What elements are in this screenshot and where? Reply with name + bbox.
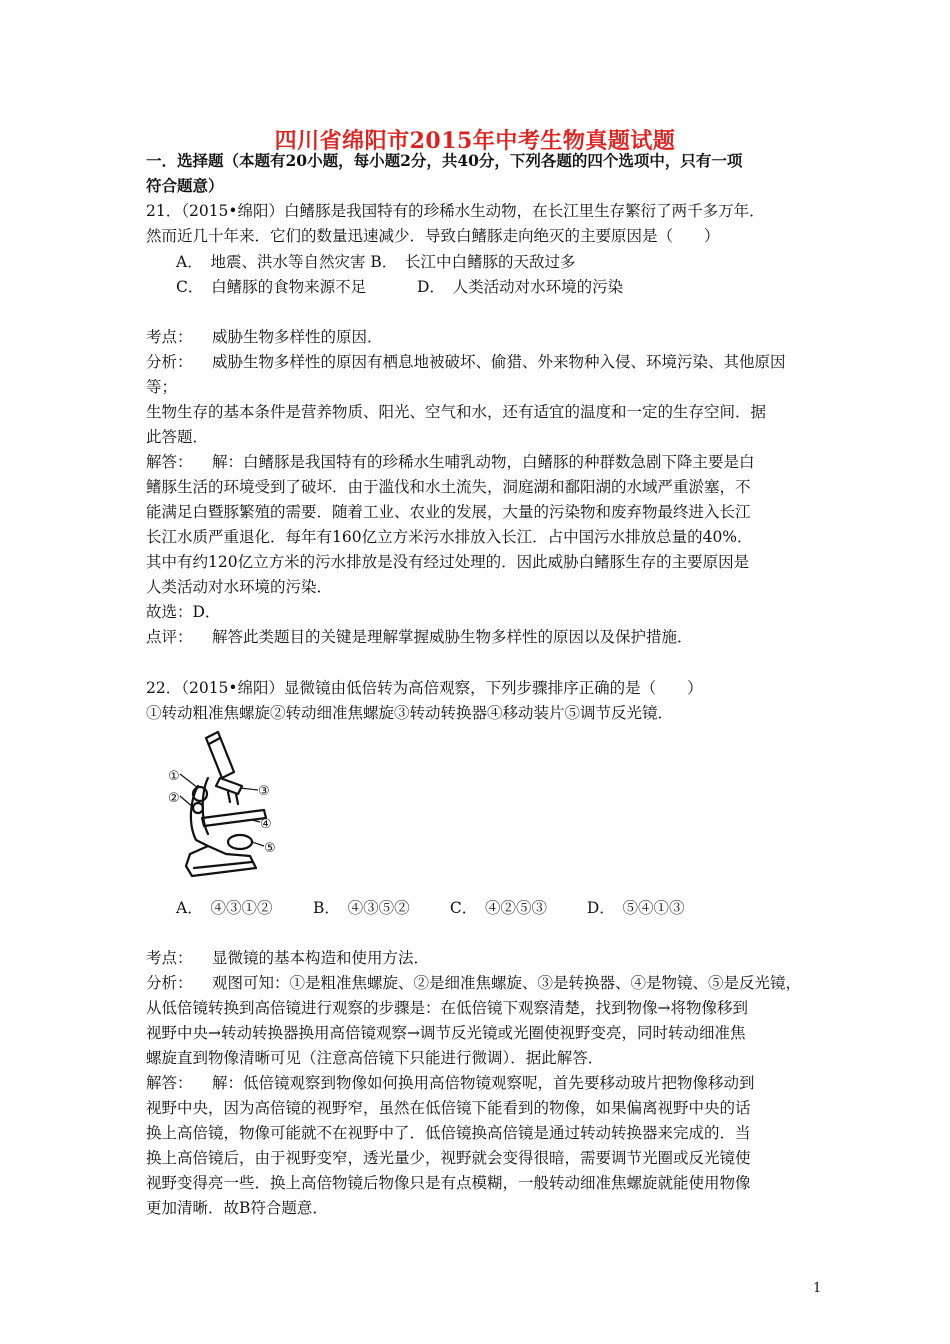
q21-fenxi-3: 生物生存的基本条件是营养物质、阳光、空气和水，还有适宜的温度和一定的生存空间．据 bbox=[146, 403, 767, 421]
q21-stem: 21．（2015•绵阳）白鳍豚是我国特有的珍稀水生动物，在长江里生存繁衍了两千多万年． bbox=[146, 202, 765, 220]
microscope-figure bbox=[168, 728, 278, 884]
fine-knob bbox=[193, 803, 203, 813]
q21-dianping bbox=[146, 627, 693, 647]
q21-jieda-text: 解：白鳍豚是我国特有的珍稀水生哺乳动物，白鳍豚的种群数急剧下降主要是白 bbox=[212, 453, 755, 471]
q21-fenxi bbox=[146, 352, 786, 372]
microscope-mirror bbox=[228, 835, 252, 849]
q22-fenxi-2: 从低倍镜转换到高倍镜进行观察的步骤是：在低倍镜下观察清楚，找到物像→将物像移到 bbox=[146, 999, 748, 1017]
q21-jieda-label: 解答： bbox=[146, 453, 193, 471]
q21-kaodian bbox=[146, 327, 383, 347]
q21-kaodian-text: 威胁生物多样性的原因． bbox=[212, 328, 383, 346]
q22-option-c: C． ④②⑤③ bbox=[449, 899, 547, 917]
q22-kaodian bbox=[146, 948, 429, 968]
q21-fenxi-label: 分析： bbox=[146, 353, 193, 371]
q21-fenxi-text: 威胁生物多样性的原因有栖息地被破坏、偷猎、外来物种入侵、环境污染、其他原因 bbox=[212, 353, 786, 371]
q22-fenxi-4: 螺旋直到物像清晰可见（注意高倍镜下只能进行微调）．据此解答． bbox=[146, 1049, 604, 1067]
page-title: 四川省绵阳市2015年中考生物真题试题 bbox=[274, 128, 676, 154]
q22-options bbox=[176, 898, 685, 918]
q21-stem-cont: 然而近几十年来．它们的数量迅速减少．导致白鳍豚走向绝灭的主要原因是（ ） bbox=[146, 227, 720, 245]
q22-fenxi-text: 观图可知：①是粗准焦螺旋、②是细准焦螺旋、③是转换器、④是物镜、⑤是反光镜， bbox=[212, 974, 802, 992]
q22-fenxi-3: 视野中央→转动转换器换用高倍镜观察→调节反光镜或光圈使视野变亮，同时转动细准焦 bbox=[146, 1024, 746, 1042]
q22-jieda-6: 更加清晰．故B符合题意． bbox=[146, 1199, 328, 1217]
q21-jieda-3: 能满足白暨豚繁殖的需要．随着工业、农业的发展，大量的污染物和废弃物最终进入长江 bbox=[146, 503, 751, 521]
q22-jieda-2: 视野中央，因为高倍镜的视野窄，虽然在低倍镜下能看到的物像，如果偏离视野中央的话 bbox=[146, 1099, 751, 1117]
q22-kaodian-label: 考点： bbox=[146, 949, 193, 967]
q21-kaodian-label: 考点： bbox=[146, 328, 193, 346]
q21-dianping-label: 点评： bbox=[146, 628, 193, 646]
q22-stem: 22．（2015•绵阳）显微镜由低倍转为高倍观察，下列步骤排序正确的是（ ） bbox=[146, 679, 703, 697]
q22-option-b: B． ④③⑤② bbox=[312, 899, 410, 917]
q21-option-a: A． 地震、洪水等自然灾害 bbox=[176, 253, 366, 271]
q22-stem-cont: ①转动粗准焦螺旋②转动细准焦螺旋③转动转换器④移动装片⑤调节反光镜． bbox=[146, 704, 674, 722]
q21-fenxi-4: 此答题． bbox=[146, 428, 209, 446]
q21-fenxi-2: 等； bbox=[146, 378, 178, 396]
q22-jieda-5: 视野变得亮一些．换上高倍物镜后物像只是有点模糊，一般转动细准焦螺旋就能使用物像 bbox=[146, 1174, 751, 1192]
q22-fenxi-label: 分析： bbox=[146, 974, 193, 992]
figure-label-4: ④ bbox=[260, 817, 272, 832]
q21-jieda-5: 其中有约120亿立方米的污水排放是没有经过处理的．因此威胁白鳍豚生存的主要原因是 bbox=[146, 553, 750, 571]
section-heading-cont: 符合题意） bbox=[146, 176, 224, 195]
q21-jieda-2: 鳍豚生活的环境受到了破坏．由于滥伐和水土流失，洞庭湖和鄱阳湖的水域严重淤塞，不 bbox=[146, 478, 751, 496]
q21-options-row2 bbox=[176, 277, 623, 297]
figure-label-2: ② bbox=[168, 791, 180, 806]
q22-jieda-3: 换上高倍镜，物像可能就不在视野中了．低倍镜换高倍镜是通过转动转换器来完成的．当 bbox=[146, 1124, 751, 1142]
figure-label-1: ① bbox=[168, 769, 180, 784]
q22-jieda bbox=[146, 1073, 755, 1093]
q21-jieda-4: 长江水质严重退化．每年有160亿立方米污水排放入长江．占中国污水排放总量的40%． bbox=[146, 528, 753, 546]
figure-label-5: ⑤ bbox=[264, 841, 276, 856]
q22-kaodian-text: 显微镜的基本构造和使用方法． bbox=[212, 949, 430, 967]
q22-jieda-text: 解：低倍镜观察到物像如何换用高倍物镜观察呢，首先要移动玻片把物像移动到 bbox=[212, 1074, 755, 1092]
q21-option-c: C． 白鳍豚的食物来源不足 bbox=[176, 278, 367, 296]
q21-options-row1 bbox=[176, 252, 576, 272]
section-heading: 一．选择题（本题有20小题，每小题2分，共40分，下列各题的四个选项中，只有一项 bbox=[146, 151, 743, 170]
q21-option-d: D． 人类活动对水环境的污染 bbox=[416, 278, 624, 296]
q22-option-d: D． ⑤④①③ bbox=[586, 899, 685, 917]
q21-dianping-text: 解答此类题目的关键是理解掌握威胁生物多样性的原因以及保护措施． bbox=[212, 628, 693, 646]
q22-jieda-label: 解答： bbox=[146, 1074, 193, 1092]
q21-jieda bbox=[146, 452, 755, 472]
q22-jieda-4: 换上高倍镜后，由于视野变窄，透光量少，视野就会变得很暗，需要调节光圈或反光镜使 bbox=[146, 1149, 751, 1167]
page-number: 1 bbox=[813, 1281, 822, 1296]
microscope-base bbox=[186, 846, 256, 876]
q21-jieda-6: 人类活动对水环境的污染． bbox=[146, 578, 333, 596]
q22-fenxi bbox=[146, 973, 801, 993]
q21-answer: 故选：D． bbox=[146, 603, 221, 621]
microscope-stage bbox=[202, 810, 266, 826]
q21-option-b: B． 长江中白鳍豚的天敌过多 bbox=[370, 253, 576, 271]
q22-option-a: A． ④③①② bbox=[176, 899, 273, 917]
figure-label-3: ③ bbox=[258, 784, 270, 799]
